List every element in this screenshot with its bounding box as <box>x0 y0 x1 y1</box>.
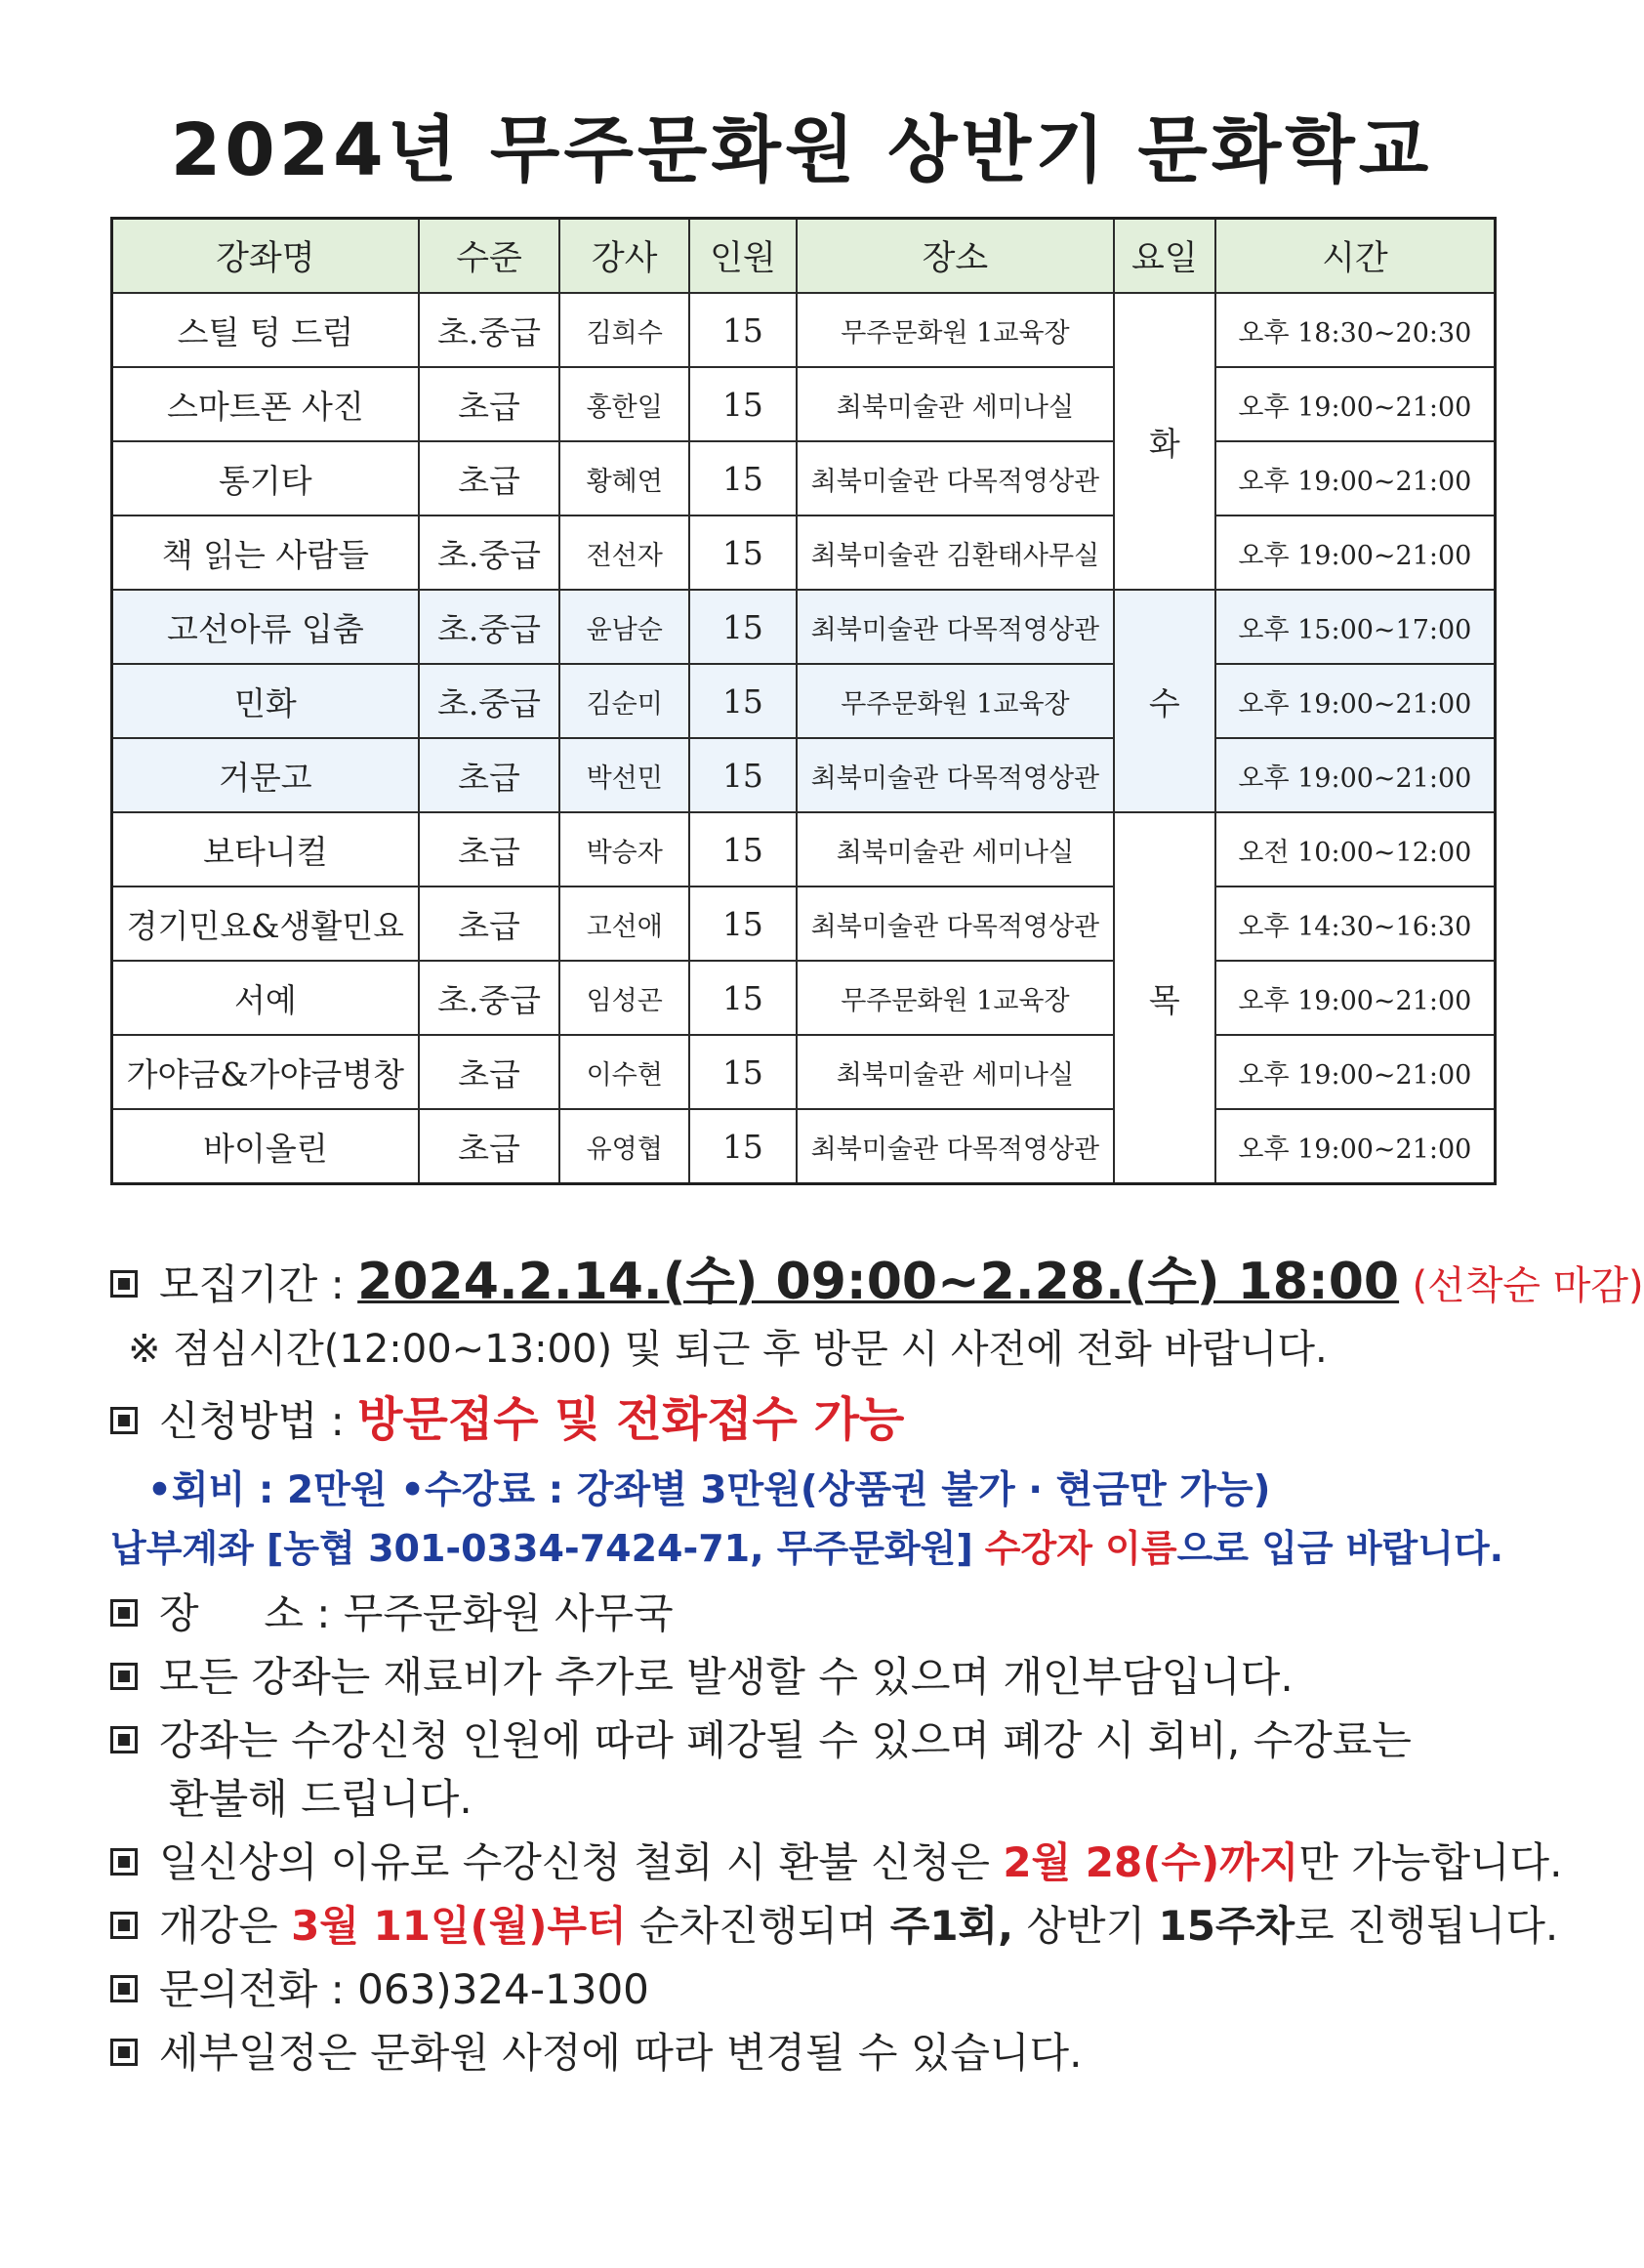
material-note: 모든 강좌는 재료비가 추가로 발생할 수 있으며 개인부담입니다. <box>159 1653 1294 1701</box>
page-title: 2024년 무주문화원 상반기 문화학교 <box>170 108 1433 192</box>
bullet-square-icon <box>110 1848 138 1876</box>
course-teacher: 고선애 <box>559 887 689 961</box>
course-place: 무주문화원 1교육장 <box>797 664 1114 738</box>
course-name: 보타니컬 <box>112 812 419 887</box>
open-post: 로 진행됩니다. <box>1295 1902 1559 1950</box>
open-line <box>110 1894 1558 1953</box>
course-place: 최북미술관 세미나실 <box>797 367 1114 441</box>
bullet-square-icon <box>110 1975 138 2002</box>
apply-method-line <box>110 1381 904 1449</box>
course-time: 오전 10:00~12:00 <box>1215 812 1496 887</box>
table-row <box>112 441 1496 515</box>
open-mid2: 상반기 <box>1013 1902 1159 1950</box>
day-cell-wed: 수 <box>1114 590 1215 812</box>
place-label: 장 소 : <box>159 1589 331 1637</box>
bullet-square-icon <box>110 1912 138 1939</box>
header-level: 수준 <box>419 219 560 294</box>
place-line <box>110 1582 674 1640</box>
header-time: 시간 <box>1215 219 1496 294</box>
course-name: 경기민요&생활민요 <box>112 887 419 961</box>
course-count: 15 <box>689 367 797 441</box>
table-row <box>112 961 1496 1035</box>
refund-pre: 일신상의 이유로 수강신청 철회 시 환불 신청은 <box>159 1838 1004 1886</box>
course-count: 15 <box>689 961 797 1035</box>
table-row <box>112 812 1496 887</box>
course-name: 스마트폰 사진 <box>112 367 419 441</box>
schedule-table <box>110 217 1497 1185</box>
header-place: 장소 <box>797 219 1114 294</box>
course-place: 최북미술관 다목적영상관 <box>797 738 1114 812</box>
course-time: 오후 15:00~17:00 <box>1215 590 1496 664</box>
recruit-period-line <box>110 1240 1644 1313</box>
bullet-square-icon <box>110 1599 138 1627</box>
open-weekly: 주1회, <box>889 1902 1014 1950</box>
place-value: 무주문화원 사무국 <box>343 1589 674 1637</box>
apply-label: 신청방법 : <box>159 1397 345 1445</box>
refund-post: 만 가능합니다. <box>1298 1838 1563 1886</box>
table-row <box>112 515 1496 590</box>
course-place: 무주문화원 1교육장 <box>797 961 1114 1035</box>
header-day: 요일 <box>1114 219 1215 294</box>
phone-number: 문의전화 : 063)324-1300 <box>159 1965 649 2013</box>
course-time: 오후 19:00~21:00 <box>1215 961 1496 1035</box>
table-row <box>112 738 1496 812</box>
course-level: 초급 <box>419 887 560 961</box>
course-place: 무주문화원 1교육장 <box>797 293 1114 367</box>
open-mid: 순차진행되며 <box>626 1902 890 1950</box>
course-count: 15 <box>689 590 797 664</box>
course-teacher: 황혜연 <box>559 441 689 515</box>
course-teacher: 박승자 <box>559 812 689 887</box>
course-teacher: 윤남순 <box>559 590 689 664</box>
table-row <box>112 590 1496 664</box>
day-cell-tue: 화 <box>1114 293 1215 590</box>
bullet-square-icon <box>110 1270 138 1298</box>
header-teacher: 강사 <box>559 219 689 294</box>
course-level: 초.중급 <box>419 515 560 590</box>
course-name: 가야금&가야금병창 <box>112 1035 419 1109</box>
course-count: 15 <box>689 515 797 590</box>
bullet-square-icon <box>110 2039 138 2066</box>
course-level: 초.중급 <box>419 293 560 367</box>
course-time: 오후 19:00~21:00 <box>1215 664 1496 738</box>
account-tail: 으로 입금 바랍니다. <box>1176 1527 1504 1570</box>
lunch-note: ※ 점심시간(12:00~13:00) 및 퇴근 후 방문 시 사전에 전화 바랍니다. <box>128 1327 1328 1372</box>
course-teacher: 임성곤 <box>559 961 689 1035</box>
course-teacher: 김희수 <box>559 293 689 367</box>
course-teacher: 박선민 <box>559 738 689 812</box>
course-place: 최북미술관 다목적영상관 <box>797 590 1114 664</box>
course-level: 초.중급 <box>419 664 560 738</box>
course-teacher: 유영협 <box>559 1109 689 1184</box>
course-level: 초급 <box>419 441 560 515</box>
course-time: 오후 19:00~21:00 <box>1215 367 1496 441</box>
change-line <box>110 2021 1082 2080</box>
table-row <box>112 1035 1496 1109</box>
course-place: 최북미술관 다목적영상관 <box>797 441 1114 515</box>
bullet-square-icon <box>110 1726 138 1753</box>
course-level: 초급 <box>419 1035 560 1109</box>
course-time: 오후 18:30~20:30 <box>1215 293 1496 367</box>
header-course: 강좌명 <box>112 219 419 294</box>
header-count: 인원 <box>689 219 797 294</box>
course-level: 초급 <box>419 1109 560 1184</box>
account-name-note: 수강자 이름 <box>984 1527 1177 1570</box>
account-line <box>110 1518 1503 1572</box>
table-row <box>112 1109 1496 1184</box>
course-count: 15 <box>689 293 797 367</box>
course-teacher: 이수현 <box>559 1035 689 1109</box>
course-name: 스틸 텅 드럼 <box>112 293 419 367</box>
course-count: 15 <box>689 441 797 515</box>
course-teacher: 전선자 <box>559 515 689 590</box>
apply-method: 방문접수 및 전화접수 가능 <box>357 1392 905 1447</box>
course-teacher: 김순미 <box>559 664 689 738</box>
course-name: 책 읽는 사람들 <box>112 515 419 590</box>
table-row <box>112 887 1496 961</box>
course-place: 최북미술관 세미나실 <box>797 1035 1114 1109</box>
course-level: 초급 <box>419 812 560 887</box>
refund-line <box>110 1831 1562 1889</box>
course-level: 초급 <box>419 738 560 812</box>
course-level: 초.중급 <box>419 590 560 664</box>
account-info: 납부계좌 [농협 301-0334-7424-71, 무주문화원] <box>110 1527 973 1570</box>
course-time: 오후 19:00~21:00 <box>1215 1109 1496 1184</box>
course-count: 15 <box>689 738 797 812</box>
course-time: 오후 14:30~16:30 <box>1215 887 1496 961</box>
cancel-line-2: 환불해 드립니다. <box>169 1775 473 1823</box>
cancel-note: 강좌는 수강신청 인원에 따라 폐강될 수 있으며 폐강 시 회비, 수강료는 <box>159 1716 1412 1764</box>
course-name: 거문고 <box>112 738 419 812</box>
course-time: 오후 19:00~21:00 <box>1215 441 1496 515</box>
open-pre: 개강은 <box>159 1902 292 1950</box>
table-row <box>112 664 1496 738</box>
course-count: 15 <box>689 1035 797 1109</box>
fee-line: •회비 : 2만원 •수강료 : 강좌별 3만원(상품권 불가 · 현금만 가능) <box>147 1468 1271 1512</box>
course-name: 고선아류 입춤 <box>112 590 419 664</box>
first-come-note: (선착순 마감) <box>1412 1263 1644 1308</box>
material-line <box>110 1645 1294 1704</box>
course-name: 바이올린 <box>112 1109 419 1184</box>
course-name: 민화 <box>112 664 419 738</box>
course-count: 15 <box>689 1109 797 1184</box>
course-count: 15 <box>689 812 797 887</box>
recruit-label: 모집기간 : <box>159 1260 345 1308</box>
course-count: 15 <box>689 664 797 738</box>
table-row <box>112 293 1496 367</box>
open-date: 3월 11일(월)부터 <box>291 1902 627 1950</box>
day-cell-thu: 목 <box>1114 812 1215 1184</box>
course-place: 최북미술관 세미나실 <box>797 812 1114 887</box>
recruit-period: 2024.2.14.(수) 09:00~2.28.(수) 18:00 <box>357 1253 1400 1311</box>
change-note: 세부일정은 문화원 사정에 따라 변경될 수 있습니다. <box>159 2029 1083 2077</box>
course-level: 초급 <box>419 367 560 441</box>
bullet-square-icon <box>110 1407 138 1434</box>
cancel-line <box>110 1709 1412 1767</box>
course-name: 통기타 <box>112 441 419 515</box>
course-place: 최북미술관 김환태사무실 <box>797 515 1114 590</box>
course-level: 초.중급 <box>419 961 560 1035</box>
course-time: 오후 19:00~21:00 <box>1215 738 1496 812</box>
course-teacher: 홍한일 <box>559 367 689 441</box>
course-name: 서예 <box>112 961 419 1035</box>
course-time: 오후 19:00~21:00 <box>1215 515 1496 590</box>
refund-date: 2월 28(수)까지 <box>1003 1838 1299 1886</box>
bullet-square-icon <box>110 1663 138 1690</box>
course-place: 최북미술관 다목적영상관 <box>797 887 1114 961</box>
course-count: 15 <box>689 887 797 961</box>
table-row <box>112 367 1496 441</box>
course-place: 최북미술관 다목적영상관 <box>797 1109 1114 1184</box>
course-time: 오후 19:00~21:00 <box>1215 1035 1496 1109</box>
open-weeks: 15주차 <box>1158 1902 1295 1950</box>
table-header-row <box>112 219 1496 294</box>
phone-line <box>110 1958 649 2016</box>
